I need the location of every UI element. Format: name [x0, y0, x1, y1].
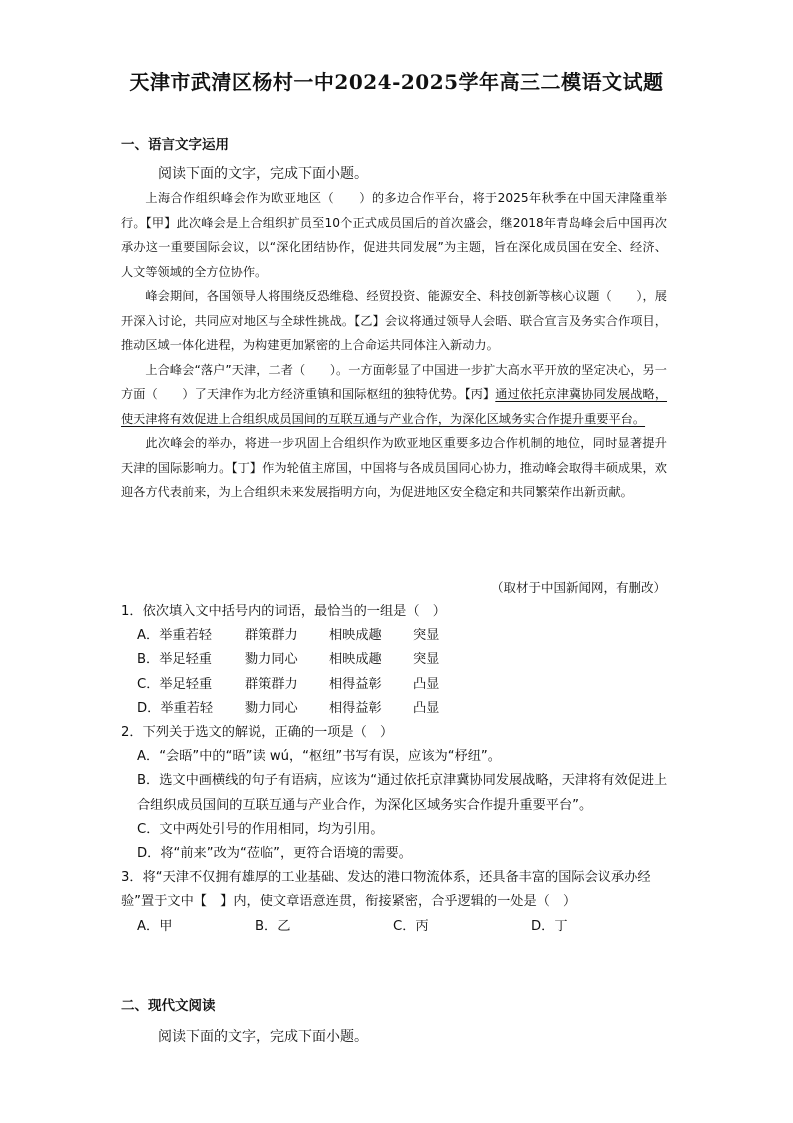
option-cell: 群策群力 [245, 676, 298, 692]
question-2-stem: 2．下列关于选文的解说，正确的一项是（ ） [121, 725, 394, 741]
option-cell: 相映成趣 [329, 652, 382, 668]
option-cell: 相映成趣 [329, 628, 382, 644]
question-2-option-b: B．选文中画横线的句子有语病，应该为“通过依托京津冀协同发展战略，天津将有效促进上合组织成员国间的互联互通与产业合作，为深化区域务实合作提升重要平台”。 [137, 773, 668, 813]
passage-paragraph [121, 358, 667, 432]
question-2-option-d: D．将“前来”改为“莅临”，更符合语境的需要。 [137, 846, 412, 862]
passage-paragraph: 上海合作组织峰会作为欧亚地区（ ）的多边合作平台，将于2025年秋季在中国天津隆重举行。【甲】此次峰会是上合组织扩员至10个正式成员国后的首次盛会，继2018年青岛峰会后中国再次承办这一重要国际会议，以“深化团结协作，促进共同发展”为主题，旨在深化成员国在安全、经济、人文等领域的全方位协作。 [121, 191, 667, 279]
option-cell: 相得益彰 [329, 700, 382, 716]
section-2-heading: 二、现代文阅读 [121, 998, 216, 1014]
question-1-option [121, 624, 669, 648]
source-note: （取材于中国新闻网，有删改） [490, 580, 666, 595]
question-1-option [121, 648, 669, 672]
question-3-option-b: B．乙 [255, 918, 291, 934]
section-1-heading: 一、语言文字运用 [121, 137, 229, 153]
question-1-stem: 1．依次填入文中括号内的词语，最恰当的一组是（ ） [121, 604, 446, 619]
option-cell: 勠力同心 [245, 652, 298, 668]
option-cell: C．举足轻重 [137, 676, 213, 692]
page-title: 天津市武清区杨村一中2024-2025学年高三二模语文试题 [129, 70, 664, 94]
option-cell: 凸显 [413, 700, 440, 716]
section-2-intro: 阅读下面的文字，完成下面小题。 [158, 1029, 368, 1045]
option-cell: D．举重若轻 [137, 700, 214, 716]
option-cell: B．举足轻重 [137, 652, 212, 668]
option-cell: 突显 [413, 628, 440, 644]
question-3-stem: 3．将“天津不仅拥有雄厚的工业基础、发达的港口物流体系，还具备丰富的国际会议承办经验”置于文中【 】内，使文章语意连贯，衔接紧密，合乎逻辑的一处是（ ） [121, 870, 651, 910]
question-3-option-c: C．丙 [393, 918, 429, 934]
question-2-option-c: C．文中两处引号的作用相同，均为引用。 [137, 821, 384, 837]
option-cell: 相得益彰 [329, 676, 382, 692]
question-3-option-a: A．甲 [137, 918, 173, 934]
question-1-option [121, 697, 669, 721]
question-1-option [121, 673, 669, 697]
question-list [121, 600, 669, 939]
option-cell: 凸显 [413, 676, 440, 692]
option-cell: 群策群力 [245, 628, 298, 644]
reading-passage [121, 186, 667, 505]
section-1-intro: 阅读下面的文字，完成下面小题。 [158, 166, 368, 182]
underlined-sentence: 通过依托京津冀协同发展战略，使天津将有效促进上合组织成员国间的互联互通与产业合作，为深化区域务实合作提升重要平台。 [121, 387, 668, 426]
passage-paragraph: 此次峰会的举办，将进一步巩固上合组织作为欧亚地区重要多边合作机制的地位，同时显著提升天津的国际影响力。【丁】作为轮值主席国，中国将与各成员国同心协力，推动峰会取得丰硕成果，欢迎各方代表前来，为上合组织未来发展指明方向，为促进地区安全稳定和共同繁荣作出新贡献。 [121, 436, 667, 499]
passage-paragraph-text: 上合峰会“落户”天津，二者（ ）。一方面彰显了中国进一步扩大高水平开放的坚定决心，另一方面（ ）了天津作为北方经济重镇和国际枢纽的独特优势。【丙】 [121, 362, 667, 401]
question-3-option-d: D．丁 [531, 918, 568, 934]
option-cell: A．举重若轻 [137, 628, 212, 644]
question-2-option-a: A．“会晤”中的“晤”读 wú，“枢纽”书写有误，应该为“杼纽”。 [137, 749, 501, 765]
option-cell: 突显 [413, 652, 440, 668]
option-cell: 勠力同心 [245, 700, 298, 716]
question-3-options [121, 915, 669, 939]
passage-paragraph: 峰会期间，各国领导人将围绕反恐维稳、经贸投资、能源安全、科技创新等核心议题（ ），展开深入讨论，共同应对地区与全球性挑战。【乙】会议将通过领导人会晤、联合宣言及务实合作项目，推动区域一体化进程，为构建更加紧密的上合命运共同体注入新动力。 [121, 289, 667, 352]
